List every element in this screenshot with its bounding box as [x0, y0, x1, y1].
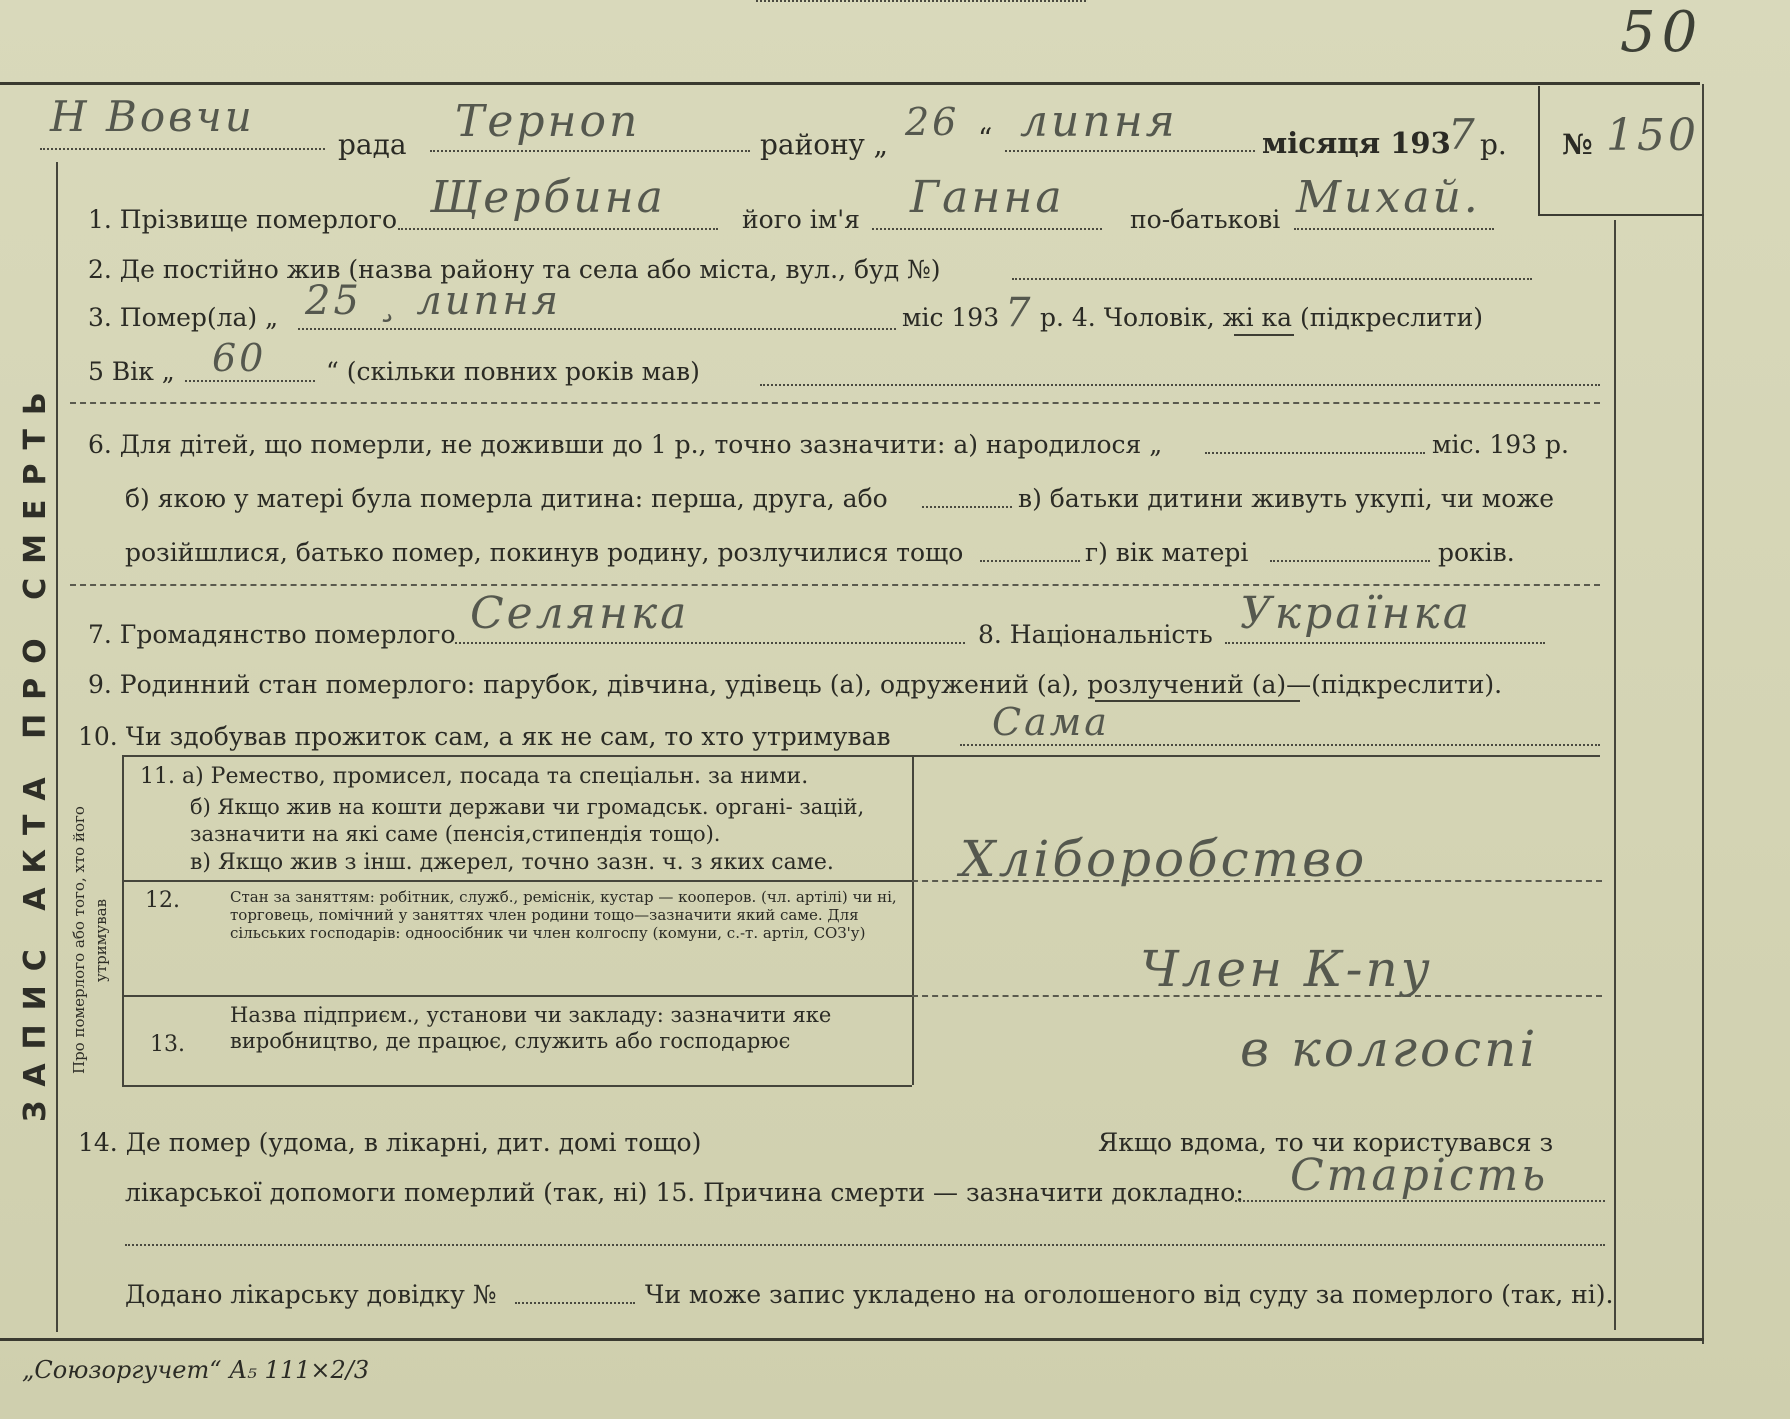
row6-line1-end: міс. 193 р.	[1432, 430, 1569, 459]
row7-label: 7. Громадянство померлого	[88, 620, 456, 649]
day-close-quote: “	[978, 122, 993, 155]
archive-number: 50	[1620, 0, 1704, 65]
side-title: ЗАПИС АКТА ПРО СМЕРТЬ	[18, 378, 53, 1122]
row2-line	[1012, 278, 1532, 280]
rayonu-label: районy „	[760, 128, 889, 161]
row5-age-line	[185, 380, 315, 382]
row6-parents-line	[980, 560, 1080, 562]
row3-label: 3. Помер(ла) „	[88, 303, 279, 332]
number-label: №	[1562, 128, 1593, 161]
row9-underline-married	[1095, 700, 1300, 702]
council-handwritten: Н Вовчи	[50, 92, 255, 141]
row3-month-label: міс 193	[902, 303, 1000, 332]
rada-label: рада	[338, 128, 407, 161]
row1-patronymic-handwritten: Михай.	[1296, 172, 1481, 223]
row5-line	[760, 384, 1600, 386]
row1-name-line	[872, 228, 1102, 230]
row11-b: б) Якщо жив на кошти держави чи громадськ. органі- зацій, зазначити на які саме (пенсія,стипендія тощо).	[190, 795, 865, 846]
row3-year-handwritten: 7	[1005, 290, 1034, 336]
day-handwritten: 26	[905, 100, 960, 144]
row7-line	[455, 642, 965, 644]
inner-right-border	[1614, 220, 1616, 1330]
district-line	[430, 150, 750, 152]
block-bottom	[122, 1085, 912, 1087]
row12-text: Стан за заняттям: робітник, служб., реміснік, кустар — кооперов. (чл. артілі) чи ні, торговець, помічний у заняттях член родини тощо—зазначити який саме. Для сільських господарів: одноосібник чи член колгоспу (комуни, с.-т. артіл, СОЗ'у)	[230, 888, 897, 942]
month-label: місяця 193	[1262, 126, 1451, 160]
row11-a: 11. а) Ремество, промисел, посада та спеціальн. за ними.	[140, 764, 809, 789]
row5-age-label: 5 Вік „	[88, 357, 175, 386]
month-line	[1005, 150, 1255, 152]
row3-date-line	[298, 328, 896, 330]
block-side-label: Про померлого або того, хто його утримував	[70, 806, 110, 1074]
row14-line	[756, 0, 1086, 2]
row10-label: 10. Чи здобував прожиток сам, а як не сам, то хто утримував	[78, 722, 891, 751]
row6-order-line	[922, 506, 1012, 508]
year-handwritten: 7	[1448, 110, 1478, 159]
row6-line2b: в) батьки дитини живуть укупі, чи може	[1018, 484, 1555, 513]
row1-surname-label: 1. Прізвище померлого	[88, 205, 397, 234]
month-handwritten: липня	[1020, 96, 1178, 147]
footer-print: „Союзоргучет“ А₅ 111×2/3	[22, 1356, 370, 1384]
row9-label: 9. Родинний стан померлого: парубок, дівчина, удівець (а), одружений (а), розлучений (а)—(підкреслити).	[88, 670, 1503, 699]
row10-handwritten: Сама	[992, 700, 1110, 744]
block-sep-12-13	[122, 995, 912, 997]
row1-name-label: його ім'я	[742, 205, 860, 234]
row11-c: в) Якщо жив з інш. джерел, точно зазн. ч. з яких саме.	[190, 850, 834, 875]
row15-line2	[125, 1244, 1605, 1246]
row7-handwritten: Селянка	[470, 588, 690, 639]
row1-name-handwritten: Ганна	[910, 172, 1065, 223]
row15-handwritten: Старість	[1290, 1150, 1549, 1201]
block-sep-11-12	[122, 880, 912, 882]
row13-number: 13.	[150, 1032, 185, 1057]
row6-date-line	[1205, 452, 1425, 454]
row15-line	[1235, 1200, 1605, 1202]
row6-mother-age-line	[1270, 560, 1430, 562]
row6-line2a: б) якою у матері була померла дитина: перша, друга, або	[125, 484, 888, 513]
row5-age-note: “ (скільки повних років мав)	[326, 357, 700, 386]
row8-label: 8. Національність	[978, 620, 1213, 649]
council-line	[40, 148, 325, 150]
row8-handwritten: Українка	[1240, 588, 1473, 639]
row3-date-handwritten: 25 ¸ липня	[305, 278, 562, 324]
row10-separator	[122, 755, 1600, 757]
row14-label: 14. Де помер (удома, в лікарні, дит. домі тощо)	[78, 1128, 702, 1157]
last-row-court: Чи може запис укладено на оголошеного від суду за померлого (так, ні).	[645, 1280, 1614, 1309]
row6-line3c: років.	[1438, 538, 1515, 567]
row5-age-handwritten: 60	[212, 336, 267, 380]
row6-line3b: г) вік матері	[1085, 538, 1249, 567]
row12-handwritten: Член К-пу	[1140, 940, 1433, 998]
row4-underline-female	[1234, 334, 1294, 336]
row1-patronymic-line	[1294, 228, 1494, 230]
row4-sex-label: р. 4. Чоловік, жі ка (підкреслити)	[1040, 303, 1484, 332]
row2-label: 2. Де постійно жив (назва району та села або міста, вул., буд №)	[88, 255, 941, 284]
row1-surname-line	[398, 228, 718, 230]
last-row-label: Додано лікарську довідку №	[125, 1280, 497, 1309]
row14-home-label: Якщо вдома, то чи користувався з	[1098, 1128, 1554, 1157]
number-handwritten: 150	[1606, 110, 1699, 161]
row6-line3a: розійшлися, батько помер, покинув родину, розлучилися тощо	[125, 538, 964, 567]
block-divider	[912, 755, 914, 1085]
row10-line	[960, 744, 1600, 746]
bottom-border	[0, 1338, 1704, 1341]
row1-surname-handwritten: Щербина	[430, 172, 666, 223]
row15-label: лікарської допомоги померлий (так, ні) 15. Причина смерти — зазначити докладно:	[125, 1178, 1244, 1207]
row12-number: 12.	[145, 888, 180, 913]
row5-separator	[70, 402, 1600, 404]
row6-separator	[70, 584, 1600, 586]
row11-handwritten: Хліборобство	[960, 830, 1368, 888]
row1-patronymic-label: по-батькові	[1130, 205, 1281, 234]
year-suffix: р.	[1480, 128, 1507, 161]
right-border	[1702, 84, 1704, 1344]
row8-line	[1225, 642, 1545, 644]
last-row-line	[515, 1302, 635, 1304]
row13-handwritten: в колгоспі	[1240, 1020, 1539, 1078]
top-border	[0, 82, 1700, 85]
row13-text: Назва підприєм., установи чи закладу: зазначити яке виробництво, де працює, служить або господарює	[230, 1003, 832, 1053]
district-handwritten: Терноп	[455, 96, 641, 147]
row6-line1: 6. Для дітей, що померли, не доживши до 1 р., точно зазначити: а) народилося „	[88, 430, 1163, 459]
